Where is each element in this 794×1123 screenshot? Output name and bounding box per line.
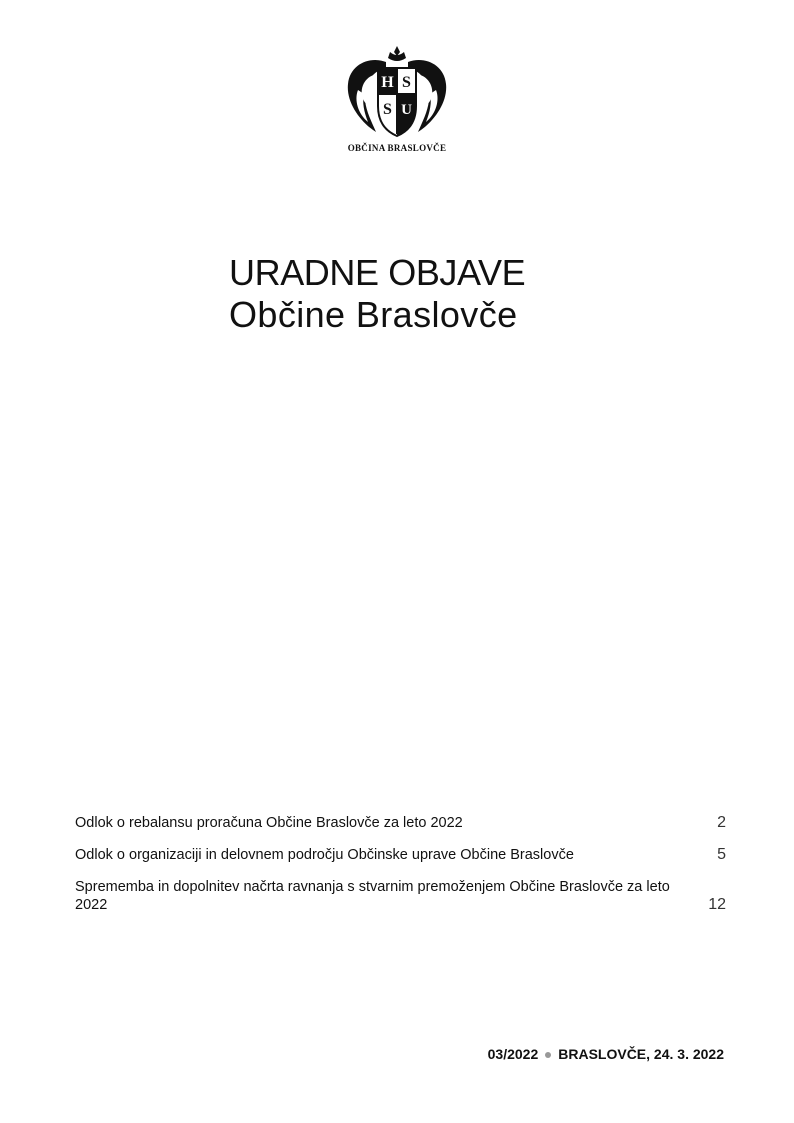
toc-item[interactable] (75, 846, 726, 864)
logo-caption: OBČINA BRASLOVČE (347, 143, 447, 153)
svg-text:S: S (402, 74, 411, 91)
table-of-contents (75, 814, 726, 928)
issue-number: 03/2022 (487, 1046, 539, 1062)
toc-item[interactable] (75, 878, 726, 914)
toc-item-page: 12 (708, 896, 726, 913)
document-title (229, 252, 525, 336)
issue-footer (488, 1046, 724, 1062)
toc-item-page: 2 (717, 814, 726, 831)
toc-item-page: 5 (717, 846, 726, 863)
svg-text:S: S (383, 101, 392, 118)
toc-item-text: Sprememba in dopolnitev načrta ravnanja s stvarnim premoženjem Občine Braslovče za leto 2022 (75, 879, 670, 913)
toc-item-text: Odlok o organizaciji in delovnem področju Občinske uprave Občine Braslovče (75, 847, 574, 863)
toc-item-text: Odlok o rebalansu proračuna Občine Braslovče za leto 2022 (75, 815, 463, 831)
toc-item[interactable] (75, 814, 726, 832)
separator-dot-icon (545, 1052, 551, 1058)
title-sub: Občine Braslovče (229, 294, 518, 335)
issue-place-date: BRASLOVČE, 24. 3. 2022 (558, 1046, 724, 1062)
title-main: URADNE OBJAVE (229, 252, 526, 293)
svg-text:H: H (381, 74, 394, 91)
svg-text:U: U (401, 102, 412, 118)
coat-of-arms-icon (340, 44, 454, 158)
